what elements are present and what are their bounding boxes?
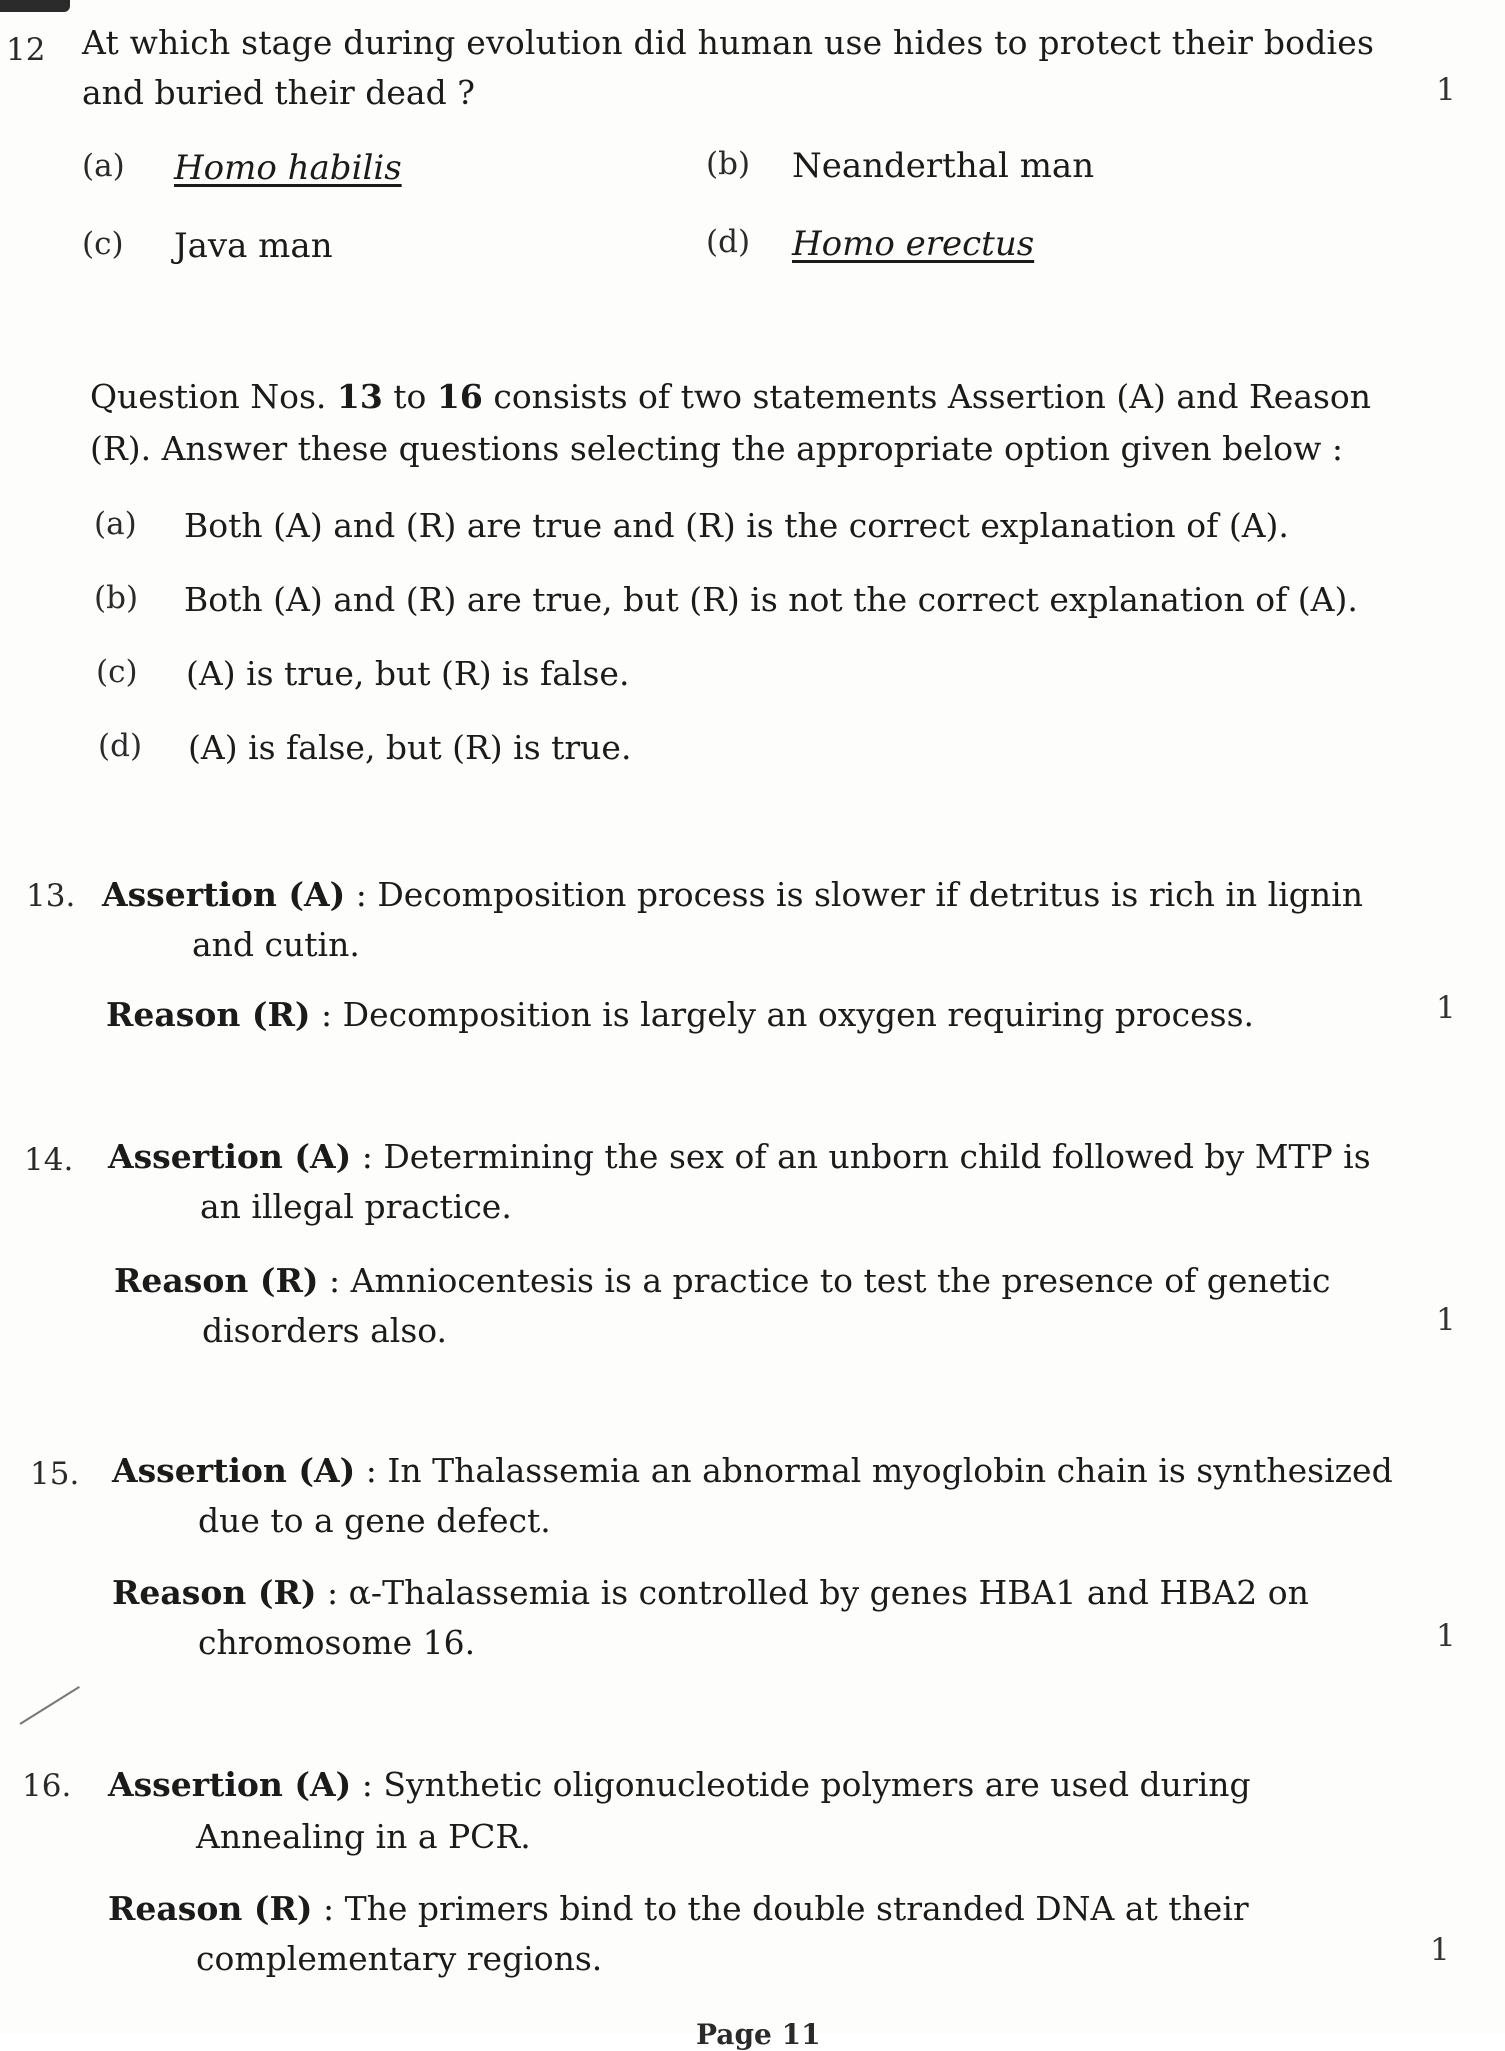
question-14-assertion-line-2: an illegal practice. (200, 1187, 512, 1226)
instruction-option-c-text: (A) is true, but (R) is false. (186, 654, 630, 693)
instructions-line-1: Question Nos. 13 to 16 consists of two statements Assertion (A) and Reason (90, 377, 1372, 416)
question-13-reason-line-1: Reason (R) : Decomposition is largely an oxygen requiring process. (106, 995, 1254, 1034)
question-15-reason-line-2: chromosome 16. (198, 1623, 476, 1662)
question-13-assertion-line-1: Assertion (A) : Decomposition process is slower if detritus is rich in lignin (102, 875, 1363, 914)
instruction-option-c-label: (c) (96, 654, 138, 690)
question-12-option-c-text: Java man (174, 226, 333, 266)
instruction-option-d-text: (A) is false, but (R) is true. (188, 728, 632, 767)
question-15-marks: 1 (1436, 1618, 1456, 1654)
question-12-marks: 1 (1436, 72, 1456, 108)
question-14-assertion-line-1: Assertion (A) : Determining the sex of an unborn child followed by MTP is (108, 1137, 1371, 1176)
question-12-option-a-label: (a) (82, 148, 125, 184)
question-15-reason-line-1: Reason (R) : α-Thalassemia is controlled by genes HBA1 and HBA2 on (112, 1573, 1309, 1612)
instruction-option-a-text: Both (A) and (R) are true and (R) is the correct explanation of (A). (184, 506, 1289, 545)
question-16-assertion-line-2: Annealing in a PCR. (196, 1817, 531, 1856)
question-12-option-b-label: (b) (706, 146, 751, 182)
question-14-reason-line-1: Reason (R) : Amniocentesis is a practice to test the presence of genetic (114, 1261, 1331, 1300)
question-16-assertion-line-1: Assertion (A) : Synthetic oligonucleotide polymers are used during (108, 1765, 1251, 1804)
question-12-line-1: At which stage during evolution did human use hides to protect their bodies (82, 23, 1375, 62)
pen-stroke-mark (19, 1686, 79, 1725)
question-13-assertion-line-2: and cutin. (192, 925, 360, 964)
instruction-option-d-label: (d) (98, 728, 143, 764)
question-14-marks: 1 (1436, 1302, 1456, 1338)
question-16-number: 16. (22, 1768, 72, 1804)
question-13-marks: 1 (1436, 990, 1456, 1026)
question-12-option-c-label: (c) (82, 226, 124, 262)
page-number-footer: Page 11 (696, 2018, 821, 2051)
question-12-number: 12 (6, 32, 46, 68)
question-12-option-d-label: (d) (706, 224, 751, 260)
instruction-option-b-label: (b) (94, 580, 139, 616)
instruction-option-a-label: (a) (94, 506, 137, 542)
instruction-option-b-text: Both (A) and (R) are true, but (R) is not the correct explanation of (A). (184, 580, 1358, 619)
question-15-number: 15. (30, 1456, 80, 1492)
question-14-reason-line-2: disorders also. (202, 1311, 448, 1350)
question-16-reason-line-1: Reason (R) : The primers bind to the double stranded DNA at their (108, 1889, 1249, 1928)
question-12-option-d-text: Homo erectus (792, 224, 1035, 264)
instructions-line-2: (R). Answer these questions selecting the appropriate option given below : (90, 429, 1344, 468)
question-15-assertion-line-1: Assertion (A) : In Thalassemia an abnormal myoglobin chain is synthesized (112, 1451, 1393, 1490)
question-13-number: 13. (26, 878, 76, 914)
question-16-marks: 1 (1430, 1932, 1450, 1968)
question-12-option-a-text: Homo habilis (174, 148, 402, 188)
question-12-option-b-text: Neanderthal man (792, 146, 1095, 186)
question-15-assertion-line-2: due to a gene defect. (198, 1501, 551, 1540)
question-14-number: 14. (24, 1142, 74, 1178)
question-16-reason-line-2: complementary regions. (196, 1939, 603, 1978)
corner-ink-mark (0, 0, 70, 12)
question-12-line-2: and buried their dead ? (82, 73, 475, 112)
